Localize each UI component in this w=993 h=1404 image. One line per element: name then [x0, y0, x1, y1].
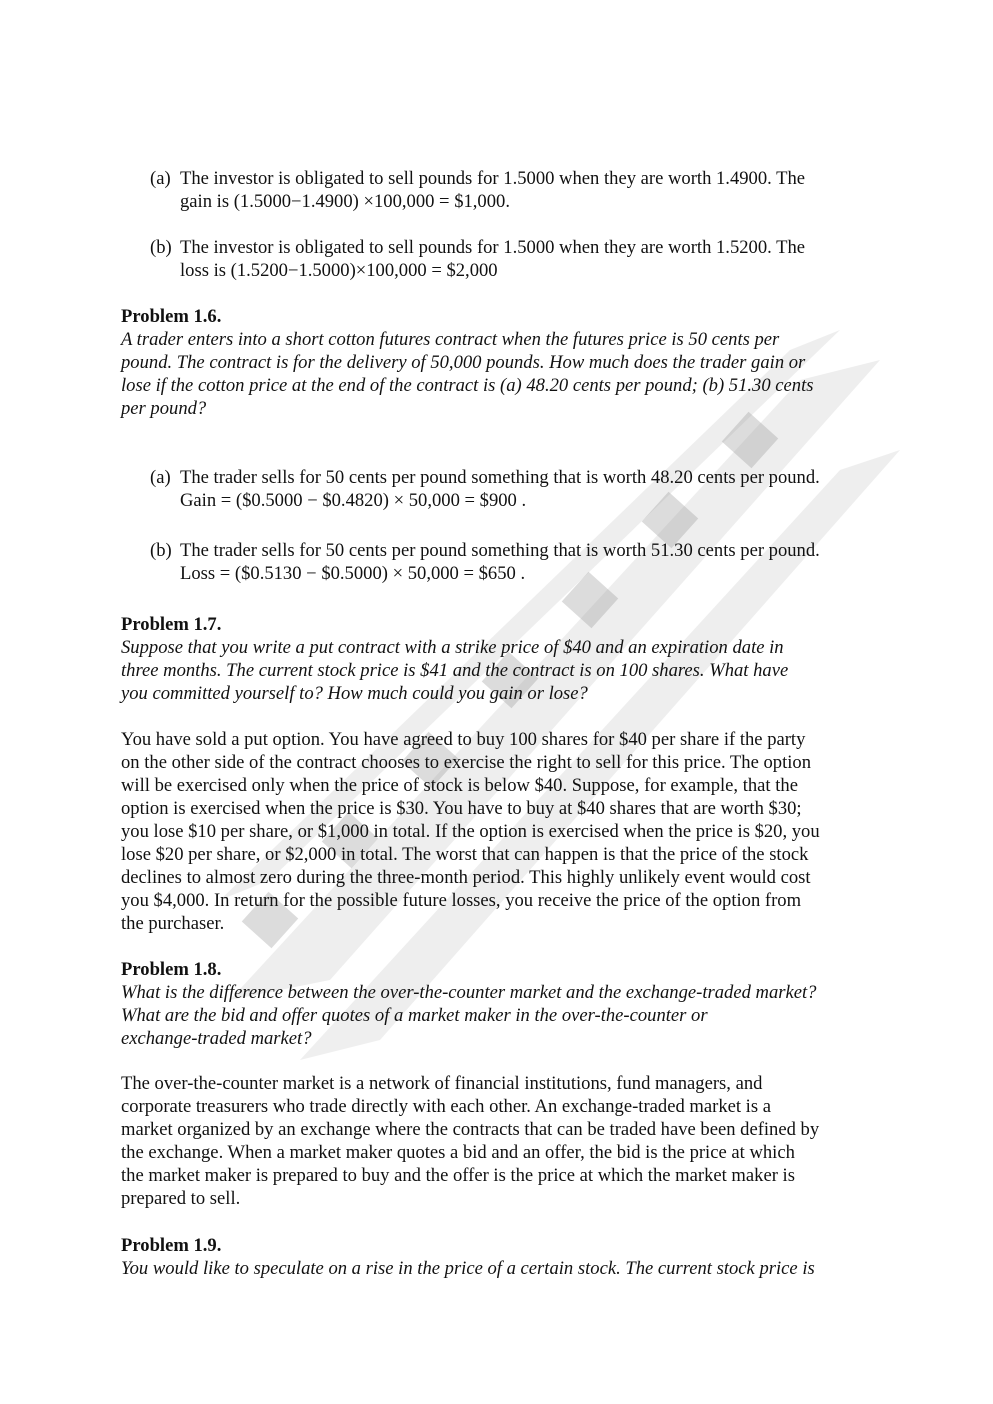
text-line: What are the bid and offer quotes of a market maker in the over-the-counter or	[121, 1005, 708, 1026]
text-line: The over-the-counter market is a network of financial institutions, fund managers, and	[121, 1073, 763, 1094]
text-line: pound. The contract is for the delivery of 50,000 pounds. How much does the trader gain or	[121, 352, 806, 373]
text-line: lose if the cotton price at the end of the contract is (a) 48.20 cents per pound; (b) 51.30 cents	[121, 375, 814, 396]
text-line: exchange-traded market?	[121, 1028, 312, 1049]
problem-question	[121, 636, 881, 705]
text-line: lose $20 per share, or $2,000 in total. The worst that can happen is that the price of the stock	[121, 844, 809, 865]
text-line: The trader sells for 50 cents per pound something that is worth 48.20 cents per pound.	[180, 467, 820, 488]
text-line: gain is (1.5000−1.4900) ×100,000 = $1,000.	[180, 191, 510, 212]
item-label: (a)	[150, 467, 171, 488]
text-line: Loss = ($0.5130 − $0.5000) × 50,000 = $650 .	[180, 563, 526, 584]
problem-question	[121, 328, 881, 420]
answer-item-b	[150, 236, 880, 282]
text-line: you $4,000. In return for the possible future losses, you receive the price of the option from	[121, 890, 802, 911]
text-line: the purchaser.	[121, 913, 225, 934]
text-line: You would like to speculate on a rise in the price of a certain stock. The current stock price is	[121, 1258, 815, 1279]
text-line: you committed yourself to? How much could you gain or lose?	[121, 683, 588, 704]
answer-paragraph	[121, 728, 881, 935]
text-line: The trader sells for 50 cents per pound something that is worth 51.30 cents per pound.	[180, 540, 820, 561]
item-label: (b)	[150, 237, 172, 258]
problem-question	[121, 981, 881, 1050]
answer-paragraph	[121, 1072, 881, 1210]
text-line: prepared to sell.	[121, 1188, 241, 1209]
text-line: option is exercised when the price is $30. You have to buy at $40 shares that are worth $30;	[121, 798, 802, 819]
text-line: will be exercised only when the price of stock is below $40. Suppose, for example, that the	[121, 775, 798, 796]
answer-item-a	[150, 167, 880, 213]
text-line: market organized by an exchange where the contracts that can be traded have been defined by	[121, 1119, 820, 1140]
problem-heading: Problem 1.8.	[121, 959, 222, 980]
text-line: You have sold a put option. You have agreed to buy 100 shares for $40 per share if the party	[121, 729, 806, 750]
problem-heading: Problem 1.6.	[121, 306, 222, 327]
item-label: (a)	[150, 168, 171, 189]
text-line: three months. The current stock price is $41 and the contract is on 100 shares. What have	[121, 660, 789, 681]
text-line: corporate treasurers who trade directly with each other. An exchange-traded market is a	[121, 1096, 771, 1117]
text-line: Gain = ($0.5000 − $0.4820) × 50,000 = $900 .	[180, 490, 527, 511]
text-line: The investor is obligated to sell pounds for 1.5000 when they are worth 1.4900. The	[180, 168, 806, 189]
text-line: the exchange. When a market maker quotes a bid and an offer, the bid is the price at which	[121, 1142, 795, 1163]
text-line: loss is (1.5200−1.5000)×100,000 = $2,000	[180, 260, 498, 281]
text-line: Suppose that you write a put contract with a strike price of $40 and an expiration date in	[121, 637, 784, 658]
answer-item-a	[150, 466, 880, 512]
text-line: A trader enters into a short cotton futures contract when the futures price is 50 cents per	[121, 329, 780, 350]
text-line: The investor is obligated to sell pounds for 1.5000 when they are worth 1.5200. The	[180, 237, 806, 258]
problem-question	[121, 1257, 881, 1280]
problem-heading: Problem 1.7.	[121, 614, 222, 635]
text-line: declines to almost zero during the three-month period. This highly unlikely event would cost	[121, 867, 811, 888]
text-line: per pound?	[121, 398, 207, 419]
answer-item-b	[150, 539, 880, 585]
text-line: the market maker is prepared to buy and the offer is the price at which the market maker is	[121, 1165, 795, 1186]
text-line: What is the difference between the over-the-counter market and the exchange-traded market?	[121, 982, 817, 1003]
item-label: (b)	[150, 540, 172, 561]
text-line: on the other side of the contract chooses to exercise the right to sell for this price. The option	[121, 752, 812, 773]
problem-heading: Problem 1.9.	[121, 1235, 222, 1256]
text-line: you lose $10 per share, or $1,000 in total. If the option is exercised when the price is $20, you	[121, 821, 820, 842]
